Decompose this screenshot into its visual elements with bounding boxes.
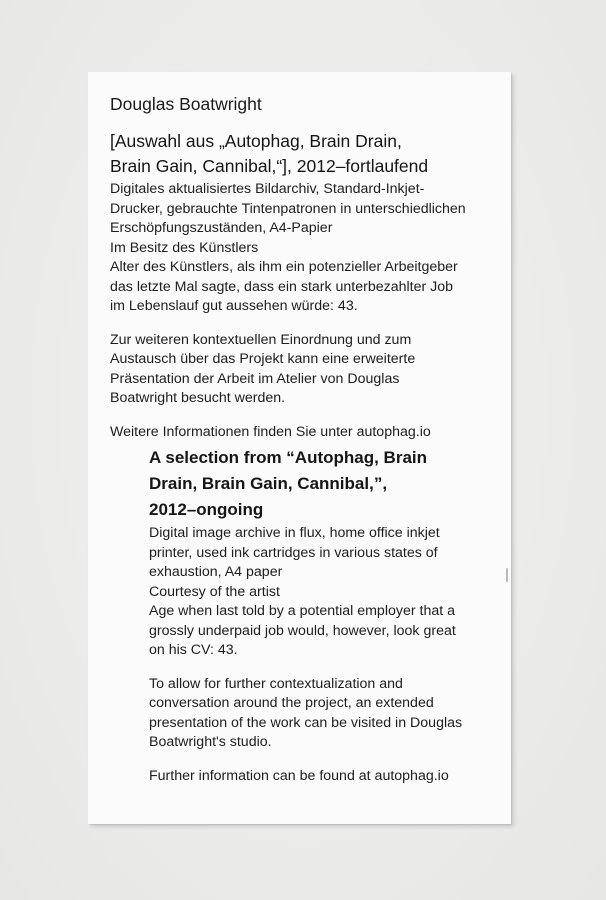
english-details-line: exhaustion, A4 paper bbox=[149, 564, 283, 580]
english-title-line: A selection from “Autophag, Brain bbox=[149, 448, 428, 467]
german-details-line: Im Besitz des Künstlers bbox=[110, 239, 259, 256]
english-details-line: grossly underpaid job would, however, look great bbox=[149, 622, 456, 639]
english-details bbox=[149, 524, 499, 661]
german-title-line: [Auswahl aus „Autophag, Brain Drain, bbox=[110, 131, 402, 151]
german-text-block bbox=[110, 93, 504, 442]
english-details-line: Courtesy of the artist bbox=[149, 583, 280, 600]
artist-name: Douglas Boatwright bbox=[110, 94, 262, 114]
german-context-line: Austausch über das Projekt kann eine erweiterte bbox=[110, 351, 416, 367]
english-context bbox=[149, 675, 499, 753]
english-details-line: Age when last told by a potential employer that a bbox=[149, 603, 456, 619]
english-text-block bbox=[149, 446, 499, 786]
english-title-line: 2012–ongoing bbox=[149, 500, 264, 519]
card-edge-mark bbox=[506, 568, 508, 582]
german-details-line: das letzte Mal sagte, dass ein stark unterbezahlter Job bbox=[110, 278, 454, 295]
spacer bbox=[110, 409, 504, 423]
german-context-line: Präsentation der Arbeit im Atelier von Douglas bbox=[110, 370, 400, 387]
english-details-line: Digital image archive in flux, home office inkjet bbox=[149, 525, 440, 541]
english-context-line: conversation around the project, an extended bbox=[149, 695, 434, 711]
german-details-line: Alter des Künstlers, als ihm ein potenzieller Arbeitgeber bbox=[110, 259, 458, 275]
english-details-line: printer, used ink cartridges in various states of bbox=[149, 544, 438, 561]
german-context-line: Boatwright besucht werden. bbox=[110, 390, 286, 406]
english-title-line: Drain, Brain Gain, Cannibal,”, bbox=[149, 474, 388, 493]
spacer bbox=[149, 753, 499, 767]
english-info: Further information can be found at autophag.io bbox=[149, 767, 449, 784]
english-title bbox=[149, 446, 499, 522]
spacer bbox=[110, 317, 504, 331]
german-info: Weitere Informationen finden Sie unter autophag.io bbox=[110, 423, 431, 440]
german-details-line: Drucker, gebrauchte Tintenpatronen in unterschiedlichen bbox=[110, 200, 466, 217]
german-details-line: Erschöpfungszuständen, A4-Papier bbox=[110, 220, 333, 236]
english-context-line: presentation of the work can be visited in Douglas bbox=[149, 714, 463, 731]
german-details bbox=[110, 180, 504, 317]
german-details-line: Digitales aktualisiertes Bildarchiv, Standard-Inkjet- bbox=[110, 181, 425, 197]
german-title-line: Brain Gain, Cannibal,“], 2012–fortlaufend bbox=[110, 156, 429, 176]
english-details-line: on his CV: 43. bbox=[149, 642, 238, 658]
english-context-line: Boatwright's studio. bbox=[149, 734, 272, 750]
german-context-line: Zur weiteren kontextuellen Einordnung und zum bbox=[110, 331, 412, 348]
german-details-line: im Lebenslauf gut aussehen würde: 43. bbox=[110, 298, 358, 314]
german-title bbox=[110, 130, 504, 177]
german-context bbox=[110, 331, 504, 409]
spacer bbox=[149, 661, 499, 675]
english-context-line: To allow for further contextualization and bbox=[149, 675, 403, 692]
